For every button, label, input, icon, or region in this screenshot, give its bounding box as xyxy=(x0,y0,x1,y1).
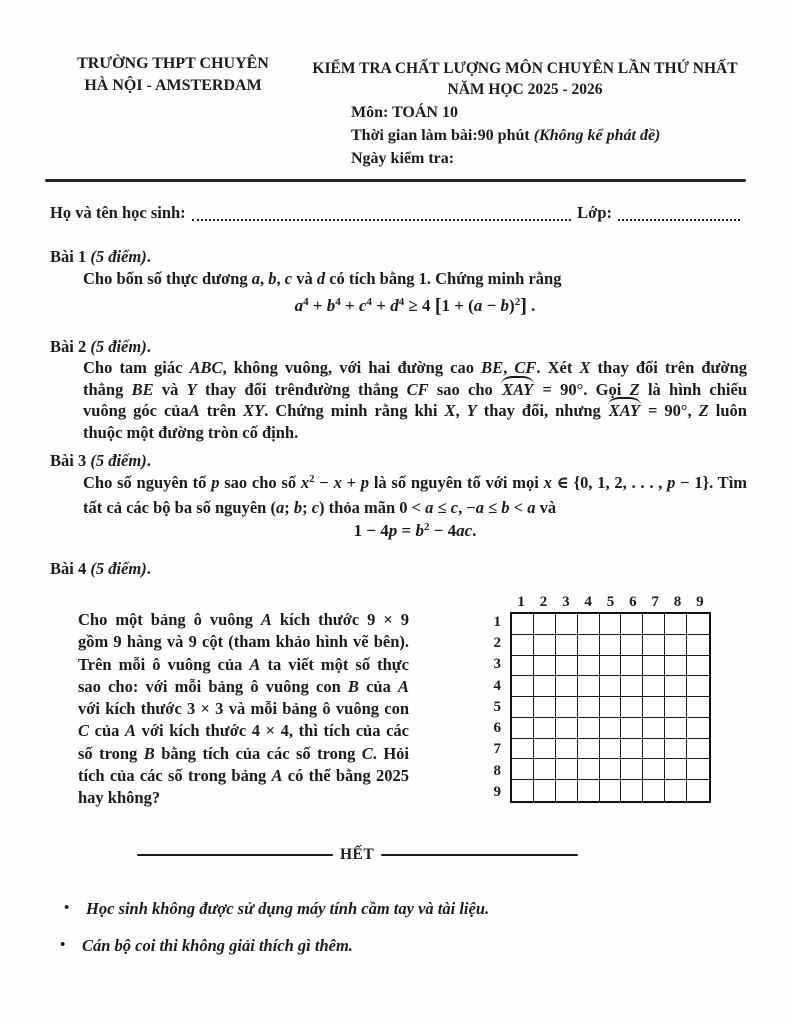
exam-date-label: Ngày kiểm tra: xyxy=(351,150,455,167)
grid-cell xyxy=(534,635,556,656)
grid-row-label: 4 xyxy=(493,677,501,694)
grid-cell xyxy=(600,697,622,718)
grid-row-labels xyxy=(486,612,504,803)
school-name-line2: HÀ NỘI - AMSTERDAM xyxy=(84,77,262,94)
grid-cell xyxy=(643,780,665,801)
footer-note-1-text: Học sinh không được sử dụng máy tính cầm tay và tài liệu. xyxy=(86,899,490,918)
school-block xyxy=(65,53,281,97)
bullet-icon: • xyxy=(64,900,70,916)
grid-cell xyxy=(643,614,665,635)
grid-board xyxy=(510,612,711,803)
grid-cell xyxy=(556,635,578,656)
grid-cell xyxy=(578,759,600,780)
problem1-heading: Bài 1 (5 điểm). xyxy=(50,247,151,266)
problem3-line1: Cho số nguyên tố p sao cho số $x^2 - x + p$ là số nguyên tố với mọi x ∈ {0, 1, 2, . . . , p − 1}. Tìm xyxy=(83,473,748,492)
end-divider-left-line xyxy=(137,854,333,856)
grid-cell xyxy=(687,635,709,656)
exam-title-line1: KIỂM TRA CHẤT LƯỢNG MÔN CHUYÊN LẦN THỨ NHẤT xyxy=(312,60,738,77)
problem4-line6: C của A với kích thước 4 × 4, thì tích của các xyxy=(78,721,410,741)
grid-cell xyxy=(578,718,600,739)
class-label: Lớp: xyxy=(577,203,612,222)
grid-row-label: 6 xyxy=(493,720,501,737)
problem3-statement xyxy=(83,472,747,518)
grid-cell xyxy=(621,759,643,780)
exam-title-block xyxy=(300,58,750,100)
grid-cell xyxy=(534,676,556,697)
end-divider xyxy=(137,845,578,865)
grid-col-label: 1 xyxy=(517,594,525,610)
grid-row-label: 2 xyxy=(493,635,501,652)
grid-cell xyxy=(665,780,687,801)
grid-cell xyxy=(643,759,665,780)
grid-row-label: 1 xyxy=(493,614,501,630)
end-divider-right-line xyxy=(381,854,578,856)
grid-cell xyxy=(665,635,687,656)
problem2-line4: thuộc một đường tròn cố định. xyxy=(83,422,299,442)
problem1-formula: $a^4 + b^4 + c^4 + d^4 \ge 4$ $[1 + (a - b)^2]$ . xyxy=(294,295,536,317)
grid-row-label: 8 xyxy=(493,762,501,779)
grid-cell xyxy=(621,676,643,697)
student-name-label: Họ và tên học sinh: xyxy=(50,203,186,222)
problem4-line8: tích của các số trong bảng A có thể bằng 2025 xyxy=(78,766,409,786)
grid-col-label: 3 xyxy=(562,594,570,610)
grid-cell xyxy=(578,780,600,801)
class-blank xyxy=(618,206,740,221)
footer-note-2 xyxy=(60,936,680,956)
grid-col-label: 2 xyxy=(539,594,548,610)
exam-subject: Môn: TOÁN 10 xyxy=(351,104,458,121)
grid-cell xyxy=(665,676,687,697)
grid-cell xyxy=(556,676,578,697)
problem2-line3: vuông góc củaA trên XY. Chứng minh rằng khi X, Y thay đổi, nhưng XAY = 90°, Z luôn xyxy=(83,401,747,420)
grid-cell xyxy=(556,739,578,760)
problem4-line3: Trên mỗi ô vuông của A ta viết một số thực xyxy=(78,654,409,674)
grid-cell xyxy=(512,759,534,780)
grid-cell xyxy=(600,718,622,739)
problem4-line7: số trong B bằng tích của các số trong C. Hỏi xyxy=(78,743,410,763)
grid-cell xyxy=(512,697,534,718)
grid-cell xyxy=(665,656,687,677)
grid-cell xyxy=(665,718,687,739)
grid-cell xyxy=(578,635,600,656)
grid-col-label: 6 xyxy=(629,594,637,610)
grid-cell xyxy=(621,656,643,677)
grid-cell xyxy=(534,780,556,801)
school-name-line1: TRƯỜNG THPT CHUYÊN xyxy=(77,55,269,72)
grid-cell xyxy=(687,697,709,718)
grid-cell xyxy=(600,759,622,780)
grid-cell xyxy=(621,780,643,801)
grid-row-label: 7 xyxy=(493,741,501,758)
grid-col-labels xyxy=(510,592,711,612)
end-label: HẾT xyxy=(340,846,375,863)
grid-cell xyxy=(534,759,556,780)
grid-cell xyxy=(665,739,687,760)
grid-row-label: 3 xyxy=(493,656,501,673)
grid-cell xyxy=(512,614,534,635)
grid-cell xyxy=(665,614,687,635)
grid-cell xyxy=(556,718,578,739)
grid-cell xyxy=(556,780,578,801)
grid-cell xyxy=(512,739,534,760)
problem4-line5: với kích thước 3 × 3 và mỗi bảng ô vuông con xyxy=(78,699,409,719)
grid-cell xyxy=(534,656,556,677)
student-name-blank xyxy=(192,206,571,221)
student-info-line xyxy=(50,203,744,223)
grid-col-label: 4 xyxy=(584,594,592,610)
grid-cell xyxy=(643,718,665,739)
grid-cell xyxy=(600,614,622,635)
problem1-statement: Cho bốn số thực dương a, b, c và d có tích bằng 1. Chứng minh rằng xyxy=(83,269,562,288)
grid-cell xyxy=(621,697,643,718)
problem2-statement xyxy=(83,357,747,443)
grid-cell xyxy=(643,635,665,656)
grid-col-label: 8 xyxy=(673,594,682,610)
grid-cell xyxy=(600,780,622,801)
grid-cell xyxy=(687,739,709,760)
problem3-line2: tất cả các bộ ba số nguyên (a; b; c) thỏa mãn 0 < a ≤ c, −a ≤ b < a và xyxy=(83,497,557,517)
grid-cell xyxy=(534,697,556,718)
grid-cell xyxy=(512,656,534,677)
grid-cell xyxy=(665,759,687,780)
grid-cell xyxy=(578,676,600,697)
grid-cell xyxy=(643,676,665,697)
grid-cell xyxy=(687,656,709,677)
exam-title-line2: NĂM HỌC 2025 - 2026 xyxy=(447,81,603,98)
grid-cell xyxy=(687,718,709,739)
grid-cell xyxy=(578,614,600,635)
bullet-icon: • xyxy=(60,937,66,953)
grid-cell xyxy=(600,739,622,760)
exam-meta-block xyxy=(351,101,660,170)
problem3-formula: $1 - 4p = b^2 - 4ac$. xyxy=(353,521,477,540)
problem4-line2: gồm 9 hàng và 9 cột (tham khảo hình vẽ bên). xyxy=(78,632,409,652)
footer-note-1 xyxy=(60,899,680,919)
grid-cell xyxy=(512,718,534,739)
duration-label: Thời gian làm bài: xyxy=(351,127,478,144)
grid-cell xyxy=(600,656,622,677)
grid-cell xyxy=(578,739,600,760)
grid-cell xyxy=(534,718,556,739)
grid-cell xyxy=(600,676,622,697)
problem2-line1: Cho tam giác ABC, không vuông, với hai đường cao BE, CF. Xét X thay đổi trên đường xyxy=(83,358,747,377)
grid-cell xyxy=(643,656,665,677)
grid-cell xyxy=(512,676,534,697)
grid-cell xyxy=(621,718,643,739)
grid-cell xyxy=(512,780,534,801)
grid-cell xyxy=(556,697,578,718)
grid-col-label: 9 xyxy=(696,594,704,610)
grid-cell xyxy=(643,697,665,718)
grid-cell xyxy=(643,739,665,760)
problem4-heading: Bài 4 (5 điểm). xyxy=(50,559,151,578)
grid-cell xyxy=(665,697,687,718)
grid-cell xyxy=(600,635,622,656)
grid-cell xyxy=(534,614,556,635)
grid-cell xyxy=(621,614,643,635)
grid-cell xyxy=(556,656,578,677)
grid-col-label: 7 xyxy=(651,594,659,610)
problem4-line4: sao cho: với mỗi bảng ô vuông con B của A xyxy=(78,676,410,696)
problem4-line1: Cho một bảng ô vuông A kích thước 9 × 9 xyxy=(78,610,409,629)
problem4-line9: hay không? xyxy=(78,788,161,808)
duration-value: 90 phút xyxy=(477,127,534,144)
problem2-line2: thẳng BE và Y thay đổi trênđường thẳng CF sao cho XAY = 90°. Gọi Z là hình chiếu xyxy=(83,379,748,399)
grid-cell xyxy=(621,739,643,760)
problem3-heading: Bài 3 (5 điểm). xyxy=(50,451,151,470)
grid-row-label: 9 xyxy=(493,783,501,800)
problem4-statement xyxy=(78,609,409,810)
grid-row-label: 5 xyxy=(493,698,501,715)
problem2-heading: Bài 2 (5 điểm). xyxy=(50,337,151,356)
grid-cell xyxy=(578,697,600,718)
grid-cell xyxy=(687,759,709,780)
grid-cell xyxy=(687,614,709,635)
grid-cell xyxy=(687,676,709,697)
grid-cell xyxy=(534,739,556,760)
grid-cell xyxy=(556,614,578,635)
grid-cell xyxy=(556,759,578,780)
header-divider xyxy=(45,179,746,182)
grid-cell xyxy=(578,656,600,677)
exam-duration xyxy=(351,124,660,147)
duration-note: (Không kể phát đề) xyxy=(533,127,661,144)
grid-cell xyxy=(687,780,709,801)
grid-cell xyxy=(512,635,534,656)
grid-cell xyxy=(621,635,643,656)
grid-col-label: 5 xyxy=(606,594,615,610)
footer-note-2-text: Cán bộ coi thi không giải thích gì thêm. xyxy=(82,936,353,955)
